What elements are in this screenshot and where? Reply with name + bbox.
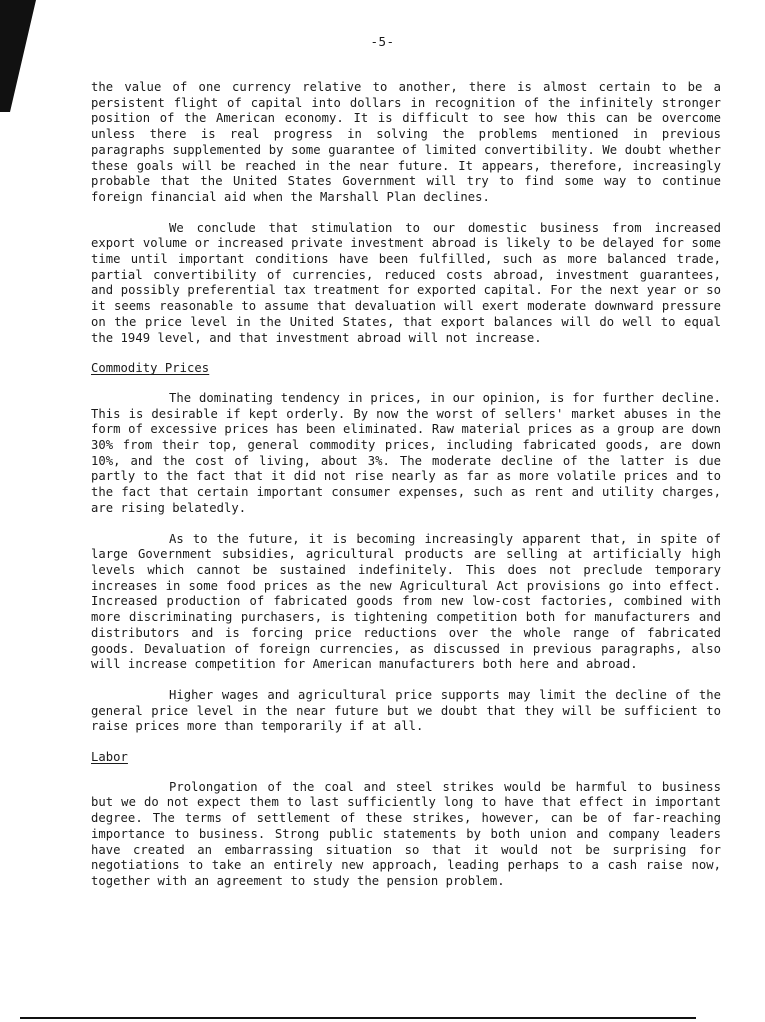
commodity-prices-heading: Commodity Prices [91,361,210,376]
labor-paragraph-1: Prolongation of the coal and steel strikes would be harmful to business but we do not expect them to last sufficiently long to have that effect in important degree. The terms of settlement of these strikes, however, can be of far-reaching importance to business. Strong public statements by both union and company leaders have created an embarrassing situation so that it would not be surprising for negotiations to take an entirely new approach, leading perhaps to a cash raise now, together with an agreement to study the pension problem. [91,779,721,888]
commodity-paragraph-1: The dominating tendency in prices, in our opinion, is for further decline. This is desirable if kept orderly. By now the worst of sellers' market abuses in the form of excessive prices has been eliminated. Raw material prices as a group are down 30% from their top, general commodity prices, including fabricated goods, are down 10%, and the cost of living, about 3%. The moderate decline of the latter is due partly to the fact that it did not rise nearly as far as more volatile prices and to the fact that certain important consumer expenses, such as rent and utility charges, are rising belatedly. [91,390,721,515]
document-body [91,80,721,890]
corner-punch-mark [0,0,40,115]
commodity-paragraph-3: Higher wages and agricultural price supports may limit the decline of the general price level in the near future but we doubt that they will be sufficient to raise prices more than temporarily if at all. [91,687,721,734]
bottom-rule [20,1017,696,1019]
page-number: -5- [370,34,395,49]
intro-paragraph: the value of one currency relative to another, there is almost certain to be a persistent flight of capital into dollars in recognition of the infinitely stronger position of the American economy. It is difficult to see how this can be overcome unless there is real progress in solving the problems mentioned in previous paragraphs supplemented by some guarantee of limited convertibility. We doubt whether these goals will be reached in the near future. It appears, therefore, increasingly probable that the United States Government will try to find some way to continue foreign financial aid when the Marshall Plan declines. [91,80,721,204]
labor-heading: Labor [91,750,128,765]
commodity-paragraph-2: As to the future, it is becoming increasingly apparent that, in spite of large Government subsidies, agricultural products are selling at artificially high levels which cannot be sustained indefinitely. This does not preclude temporary increases in some food prices as the new Agricultural Act provisions go into effect. Increased production of fabricated goods from new low-cost factories, combined with more discriminating purchasers, is tightening competition both for manufacturers and distributors and is forcing price reductions over the whole range of fabricated goods. Devaluation of foreign currencies, as discussed in previous paragraphs, also will increase competition for American manufacturers both here and abroad. [91,531,721,672]
conclusion-paragraph: We conclude that stimulation to our domestic business from increased export volume or increased private investment abroad is likely to be delayed for some time until important conditions have been fulfilled, such as more balanced trade, partial convertibility of currencies, reduced costs abroad, investment guarantees, and possibly preferential tax treatment for exported capital. For the next year or so it seems reasonable to assume that devaluation will exert moderate downward pressure on the price level in the United States, that export balances will do well to equal the 1949 level, and that investment abroad will not increase. [91,220,721,345]
